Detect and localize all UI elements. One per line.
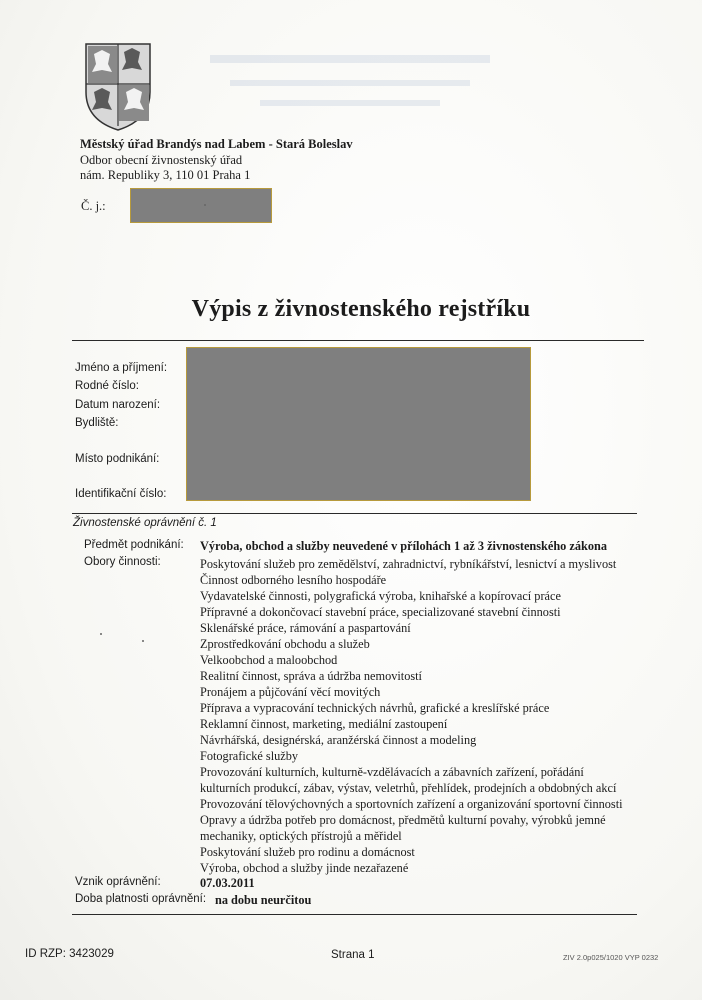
- activity-item: Sklenářské práce, rámování a paspartování: [200, 621, 411, 635]
- activity-item: Výroba, obchod a služby jinde nezařazené: [200, 861, 409, 875]
- redacted-reference-number: [130, 188, 272, 223]
- validity-value: na dobu neurčitou: [215, 893, 312, 907]
- subject-value: Výroba, obchod a služby neuvedené v přílohách 1 až 3 živnostenského zákona: [200, 539, 607, 553]
- field-label-business-place: Místo podnikání:: [75, 453, 160, 465]
- document-title: Výpis z živnostenského rejstříku: [191, 296, 531, 322]
- field-label-name: Jméno a příjmení:: [75, 362, 168, 374]
- coat-of-arms-icon: [82, 40, 154, 132]
- activity-item: kulturních produkcí, zábav, výstav, veletrhů, přehlídek, prodejních a obdobných akcí: [200, 781, 617, 795]
- activity-item: Velkoobchod a maloobchod: [200, 653, 338, 667]
- activity-item: Návrhářská, designérská, aranžérská činnost a modeling: [200, 733, 477, 747]
- activity-item: Opravy a údržba potřeb pro domácnost, předmětů kulturní povahy, výrobků jemné: [200, 813, 606, 827]
- office-address: nám. Republiky 3, 110 01 Praha 1: [80, 168, 251, 182]
- activity-item: Reklamní činnost, marketing, mediální zastoupení: [200, 717, 448, 731]
- department-name: Odbor obecní živnostenský úřad: [80, 153, 243, 167]
- activity-item: Realitní činnost, správa a údržba nemovitostí: [200, 669, 422, 683]
- office-name: Městský úřad Brandýs nad Labem - Stará Boleslav: [80, 137, 353, 151]
- activity-item: Zprostředkování obchodu a služeb: [200, 637, 370, 651]
- title-divider: [72, 340, 644, 341]
- activity-item: Provozování tělovýchovných a sportovních zařízení a organizování sportovní činnosti: [200, 797, 623, 811]
- activity-item: Přípravné a dokončovací stavební práce, specializované stavební činnosti: [200, 605, 561, 619]
- form-code: ZIV 2.0p025/1020 VYP 0232: [563, 953, 659, 962]
- scan-speck: [100, 633, 102, 635]
- activity-item: mechaniky, optických přístrojů a měřidel: [200, 829, 402, 843]
- activity-item: Fotografické služby: [200, 749, 299, 763]
- redacted-personal-data: [186, 347, 531, 501]
- activity-item: Poskytování služeb pro rodinu a domácnost: [200, 845, 415, 859]
- validity-label: Doba platnosti oprávnění:: [75, 893, 207, 905]
- field-label-birth-number: Rodné číslo:: [75, 380, 139, 392]
- license-section-title: Živnostenské oprávnění č. 1: [73, 517, 217, 529]
- activity-item: Příprava a vypracování technických návrhů, grafické a kreslířské práce: [200, 701, 550, 715]
- field-label-residence: Bydliště:: [75, 417, 119, 429]
- subject-label: Předmět podnikání:: [84, 539, 184, 551]
- section-divider: [72, 513, 637, 514]
- fields-label: Obory činnosti:: [84, 556, 161, 568]
- activity-item: Činnost odborného lesního hospodáře: [200, 573, 387, 587]
- field-label-id-number: Identifikační číslo:: [75, 488, 167, 500]
- scan-speck: [142, 640, 144, 642]
- activity-item: Poskytování služeb pro zemědělství, zahradnictví, rybníkářství, lesnictví a myslivost: [200, 557, 617, 571]
- activity-item: Vydavatelské činnosti, polygrafická výroba, knihařské a kopírovací práce: [200, 589, 561, 603]
- field-label-birth-date: Datum narození:: [75, 399, 161, 411]
- origin-label: Vznik oprávnění:: [75, 876, 161, 888]
- reference-label: Č. j.:: [81, 199, 106, 213]
- activity-item: Provozování kulturních, kulturně-vzdělávacích a zábavních zařízení, pořádání: [200, 765, 584, 779]
- bottom-divider: [72, 914, 637, 915]
- scan-speck: [204, 204, 206, 206]
- page-number: Strana 1: [331, 949, 375, 961]
- activity-item: Pronájem a půjčování věcí movitých: [200, 685, 381, 699]
- origin-value: 07.03.2011: [200, 876, 255, 890]
- registry-id: ID RZP: 3423029: [25, 948, 114, 960]
